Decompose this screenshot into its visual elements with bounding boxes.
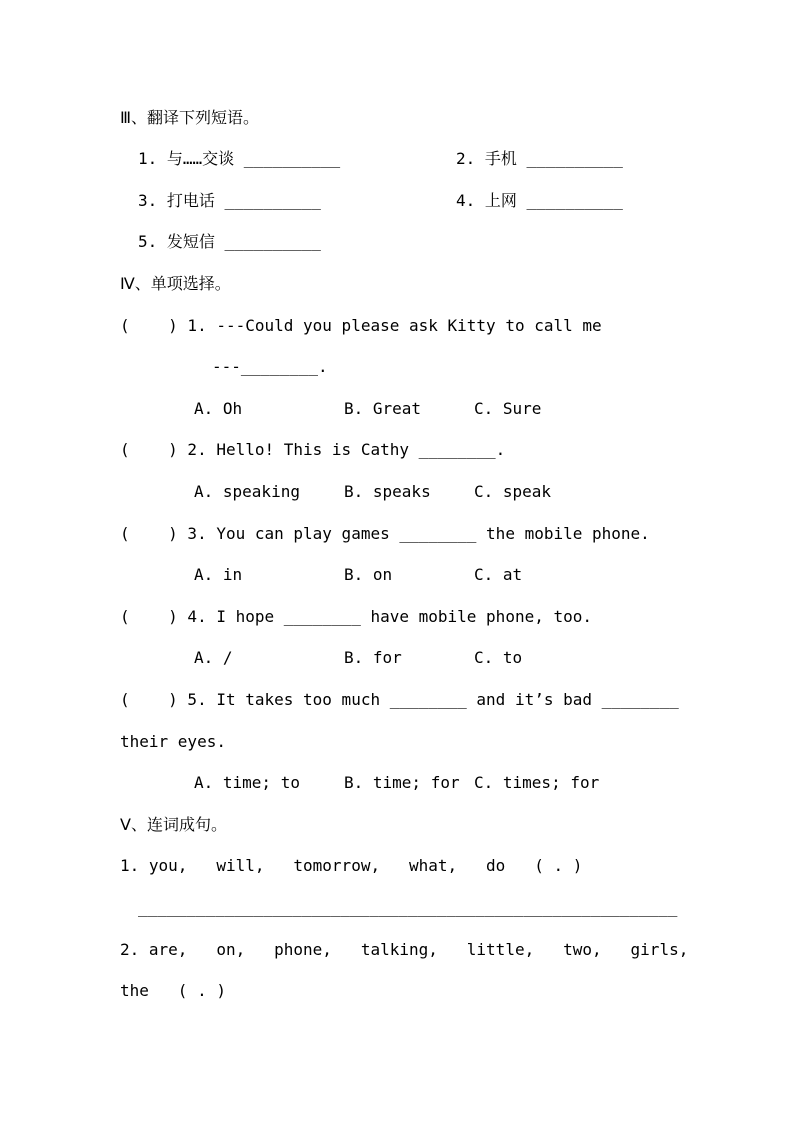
question-2-stem: ( ) 2. Hello! This is Cathy ________. bbox=[120, 440, 506, 459]
phrase-item-3: 3. 打电话 __________ bbox=[138, 191, 321, 210]
sentence-2-words-cont: the ( . ) bbox=[120, 981, 226, 1000]
question-1-option-a: A. Oh bbox=[194, 399, 243, 418]
question-4-option-c: C. to bbox=[474, 648, 523, 667]
section-4-heading: Ⅳ、单项选择。 bbox=[120, 274, 231, 293]
question-4-stem: ( ) 4. I hope ________ have mobile phone, too. bbox=[120, 607, 593, 626]
question-4-option-a: A. / bbox=[194, 648, 233, 667]
sentence-1-answer-line[interactable]: ________________________________________________________ bbox=[138, 898, 678, 917]
question-3-option-a: A. in bbox=[194, 565, 243, 584]
section-5-heading: Ⅴ、连词成句。 bbox=[120, 815, 227, 834]
question-5-stem-cont: their eyes. bbox=[120, 732, 226, 751]
phrase-item-5: 5. 发短信 __________ bbox=[138, 232, 321, 251]
question-2-option-b: B. speaks bbox=[344, 482, 431, 501]
question-5-stem: ( ) 5. It takes too much ________ and it’s bad ________ bbox=[120, 690, 679, 709]
question-5-option-c: C. times; for bbox=[474, 773, 600, 792]
question-3-stem: ( ) 3. You can play games ________ the mobile phone. bbox=[120, 524, 650, 543]
question-1-stem: ( ) 1. ---Could you please ask Kitty to call me bbox=[120, 316, 602, 335]
section-3-heading: Ⅲ、翻译下列短语。 bbox=[120, 108, 260, 127]
question-5-option-b: B. time; for bbox=[344, 773, 460, 792]
question-3-option-c: C. at bbox=[474, 565, 523, 584]
phrase-item-2: 2. 手机 __________ bbox=[456, 149, 623, 168]
sentence-1-words: 1. you, will, tomorrow, what, do ( . ) bbox=[120, 856, 583, 875]
sentence-2-words: 2. are, on, phone, talking, little, two, girls, bbox=[120, 940, 689, 959]
question-1-option-c: C. Sure bbox=[474, 399, 542, 418]
question-5-option-a: A. time; to bbox=[194, 773, 300, 792]
question-2-option-c: C. speak bbox=[474, 482, 552, 501]
question-1-option-b: B. Great bbox=[344, 399, 422, 418]
question-3-option-b: B. on bbox=[344, 565, 393, 584]
question-2-option-a: A. speaking bbox=[194, 482, 300, 501]
question-1-stem-cont: ---________. bbox=[212, 357, 328, 376]
phrase-item-1: 1. 与……交谈 __________ bbox=[138, 149, 341, 168]
phrase-item-4: 4. 上网 __________ bbox=[456, 191, 623, 210]
question-4-option-b: B. for bbox=[344, 648, 402, 667]
